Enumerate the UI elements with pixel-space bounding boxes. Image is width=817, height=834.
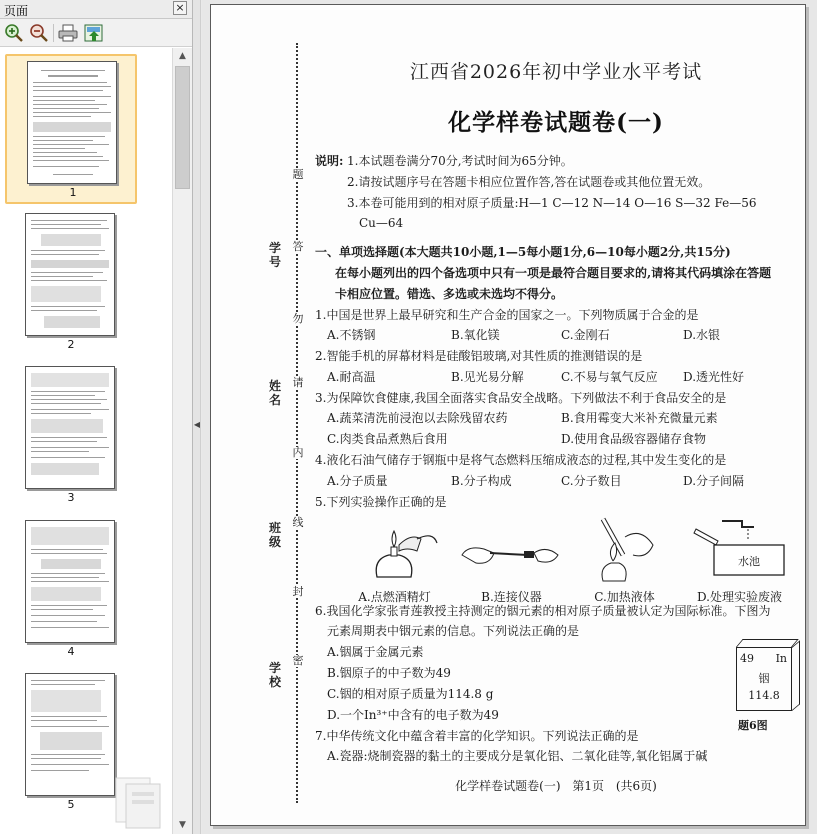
option: B.铟原子的中子数为49 [327, 666, 451, 680]
question-stem: 元素周期表中铟元素的信息。下列说法正确的是 [327, 624, 580, 638]
sink-label: 水池 [738, 555, 760, 568]
figure-caption: C.加热液体 [594, 590, 655, 604]
pages-panel [0, 0, 193, 834]
toolbar-separator [53, 24, 54, 42]
thumbnail-image [25, 213, 115, 336]
element-name: 铟 [758, 672, 770, 685]
section-note: 卡相应位置。错选、多选或未选均不得分。 [335, 287, 564, 301]
scroll-up-arrow-icon[interactable]: ▲ [179, 51, 186, 61]
thumbnail-label: 1 [69, 186, 77, 199]
option: C.金刚石 [561, 328, 610, 342]
thumbnail-scrollbar[interactable] [172, 48, 192, 834]
question-stem: 2.智能手机的屏幕材料是硅酸铝玻璃,对其性质的推测错误的是 [315, 349, 643, 363]
page-thumbnail[interactable] [5, 54, 137, 204]
export-icon[interactable] [83, 23, 105, 43]
instructions-label: 说明: [315, 154, 344, 168]
section-note: 在每小题列出的四个备选项中只有一项是最符合题目要求的,请将其代码填涂在答题 [335, 266, 772, 280]
seal-char: 题 [292, 168, 304, 181]
thumbnail-list [0, 48, 172, 834]
option: B.分子构成 [451, 474, 512, 488]
scroll-down-arrow-icon[interactable]: ▼ [179, 820, 186, 830]
thumbnail-image [25, 673, 115, 796]
option: D.分子间隔 [683, 474, 745, 488]
option: B.见光易分解 [451, 370, 524, 384]
footer-title: 化学样卷试题卷(一) [455, 779, 561, 793]
zoom-in-icon[interactable] [3, 23, 25, 43]
panel-toolbar [0, 19, 192, 47]
collapse-arrow-icon[interactable]: ◀ [193, 420, 201, 429]
question-stem: 5.下列实验操作正确的是 [315, 495, 447, 509]
seal-char: 线 [292, 516, 304, 529]
document-page [210, 4, 806, 826]
thumbnail-label: 4 [67, 645, 75, 658]
close-icon[interactable]: × [173, 1, 187, 15]
document-view[interactable] [202, 0, 817, 834]
thumbnail-label: 5 [67, 798, 75, 811]
option: A.瓷器:烧制瓷器的黏土的主要成分是氧化铝、二氧化硅等,氧化铝属于碱 [327, 749, 708, 763]
question-stem: 7.中华传统文化中蕴含着丰富的化学知识。下列说法正确的是 [315, 729, 639, 743]
page-footer [311, 777, 801, 794]
seal-char: 答 [292, 240, 304, 253]
option: C.分子数目 [561, 474, 622, 488]
footer-page: 第1页 [572, 779, 604, 793]
binding-strip [265, 43, 305, 813]
option: C.肉类食品煮熟后食用 [327, 432, 448, 446]
seal-char: 内 [292, 446, 304, 459]
option: D.使用食品级容器储存食物 [561, 432, 707, 446]
option: D.透光性好 [683, 370, 745, 384]
option: B.食用霉变大米补充微量元素 [561, 411, 718, 425]
seal-char: 勿 [292, 312, 304, 325]
exam-title: 江西省2026年初中学业水平考试 [409, 61, 703, 83]
page-thumbnail[interactable] [5, 361, 137, 511]
page-thumbnail[interactable] [5, 515, 137, 665]
option: B.氧化镁 [451, 328, 500, 342]
exam-header [311, 57, 801, 137]
thumbnail-label: 3 [67, 491, 75, 504]
seal-line [296, 43, 298, 803]
element-card-side [792, 640, 800, 711]
pages-watermark-icon [112, 768, 172, 834]
connect-apparatus-illustration [454, 515, 569, 605]
element-card-figure [734, 643, 804, 733]
option: C.铟的相对原子质量为114.8 g [327, 687, 494, 701]
instruction-item: Cu—64 [359, 216, 404, 230]
option: A.分子质量 [327, 474, 388, 488]
figure-caption: D.处理实验废液 [696, 590, 782, 604]
paper-title: 化学样卷试题卷(一) [448, 109, 664, 136]
figure-caption: A.点燃酒精灯 [358, 590, 431, 604]
question-stem: 4.液化石油气储存于钢瓶中是将气态燃料压缩成液态的过程,其中发生变化的是 [315, 453, 727, 467]
thumbnail-image [25, 366, 115, 489]
student-id-field: 学号 [268, 241, 281, 269]
page-thumbnail[interactable] [5, 208, 137, 358]
option: D.一个In³⁺中含有的电子数为49 [327, 708, 499, 722]
question-stem: 3.为保障饮食健康,我国全面落实食品安全战略。下列做法不利于食品安全的是 [315, 391, 727, 405]
atomic-number: 49 [740, 652, 754, 665]
seal-char: 封 [292, 585, 304, 598]
figure-caption: B.连接仪器 [481, 590, 542, 604]
footer-total: (共6页) [615, 779, 657, 793]
panel-title: 页面 [4, 4, 29, 18]
element-symbol: In [775, 652, 787, 665]
waste-disposal-illustration [682, 515, 797, 605]
option: D.水银 [683, 328, 721, 342]
option: A.不锈钢 [327, 328, 376, 342]
option: C.不易与氧气反应 [561, 370, 658, 384]
section-heading: 一、单项选择题(本大题共10小题,1—5每小题1分,6—10每小题2分,共15分) [315, 245, 731, 259]
element-card [736, 647, 792, 711]
atomic-mass: 114.8 [748, 689, 780, 702]
option: A.耐高温 [327, 370, 376, 384]
alcohol-lamp-illustration [337, 515, 452, 605]
zoom-out-icon[interactable] [28, 23, 50, 43]
class-field: 班级 [268, 521, 281, 549]
seal-char: 密 [292, 654, 304, 667]
thumbnail-image [27, 61, 117, 184]
option: A.铟属于金属元素 [327, 645, 424, 659]
heating-liquid-illustration [567, 515, 682, 605]
thumbnail-label: 2 [67, 338, 75, 351]
question-stem: 6.我国化学家张青莲教授主持测定的铟元素的相对原子质量被认定为国际标准。下图为 [315, 604, 771, 618]
seal-char: 请 [292, 376, 304, 389]
instruction-item: 1.本试题卷满分70分,考试时间为65分钟。 [347, 154, 573, 168]
instruction-item: 2.请按试题序号在答题卡相应位置作答,答在试题卷或其他位置无效。 [347, 175, 711, 189]
scrollbar-thumb[interactable] [175, 66, 190, 189]
panel-header [0, 0, 192, 19]
school-field: 学校 [268, 661, 281, 689]
q5-figure [337, 515, 807, 605]
figure-caption: 题6图 [738, 719, 768, 732]
thumbnail-image [25, 520, 115, 643]
option: A.蔬菜清洗前浸泡以去除残留农药 [327, 411, 508, 425]
name-field: 姓名 [268, 379, 281, 407]
panel-splitter[interactable] [193, 0, 201, 834]
print-icon[interactable] [57, 23, 79, 43]
element-card-top [736, 639, 799, 647]
instruction-item: 3.本卷可能用到的相对原子质量:H—1 C—12 N—14 O—16 S—32 Fe—56 [347, 196, 757, 210]
question-stem: 1.中国是世界上最早研究和生产合金的国家之一。下列物质属于合金的是 [315, 308, 699, 322]
